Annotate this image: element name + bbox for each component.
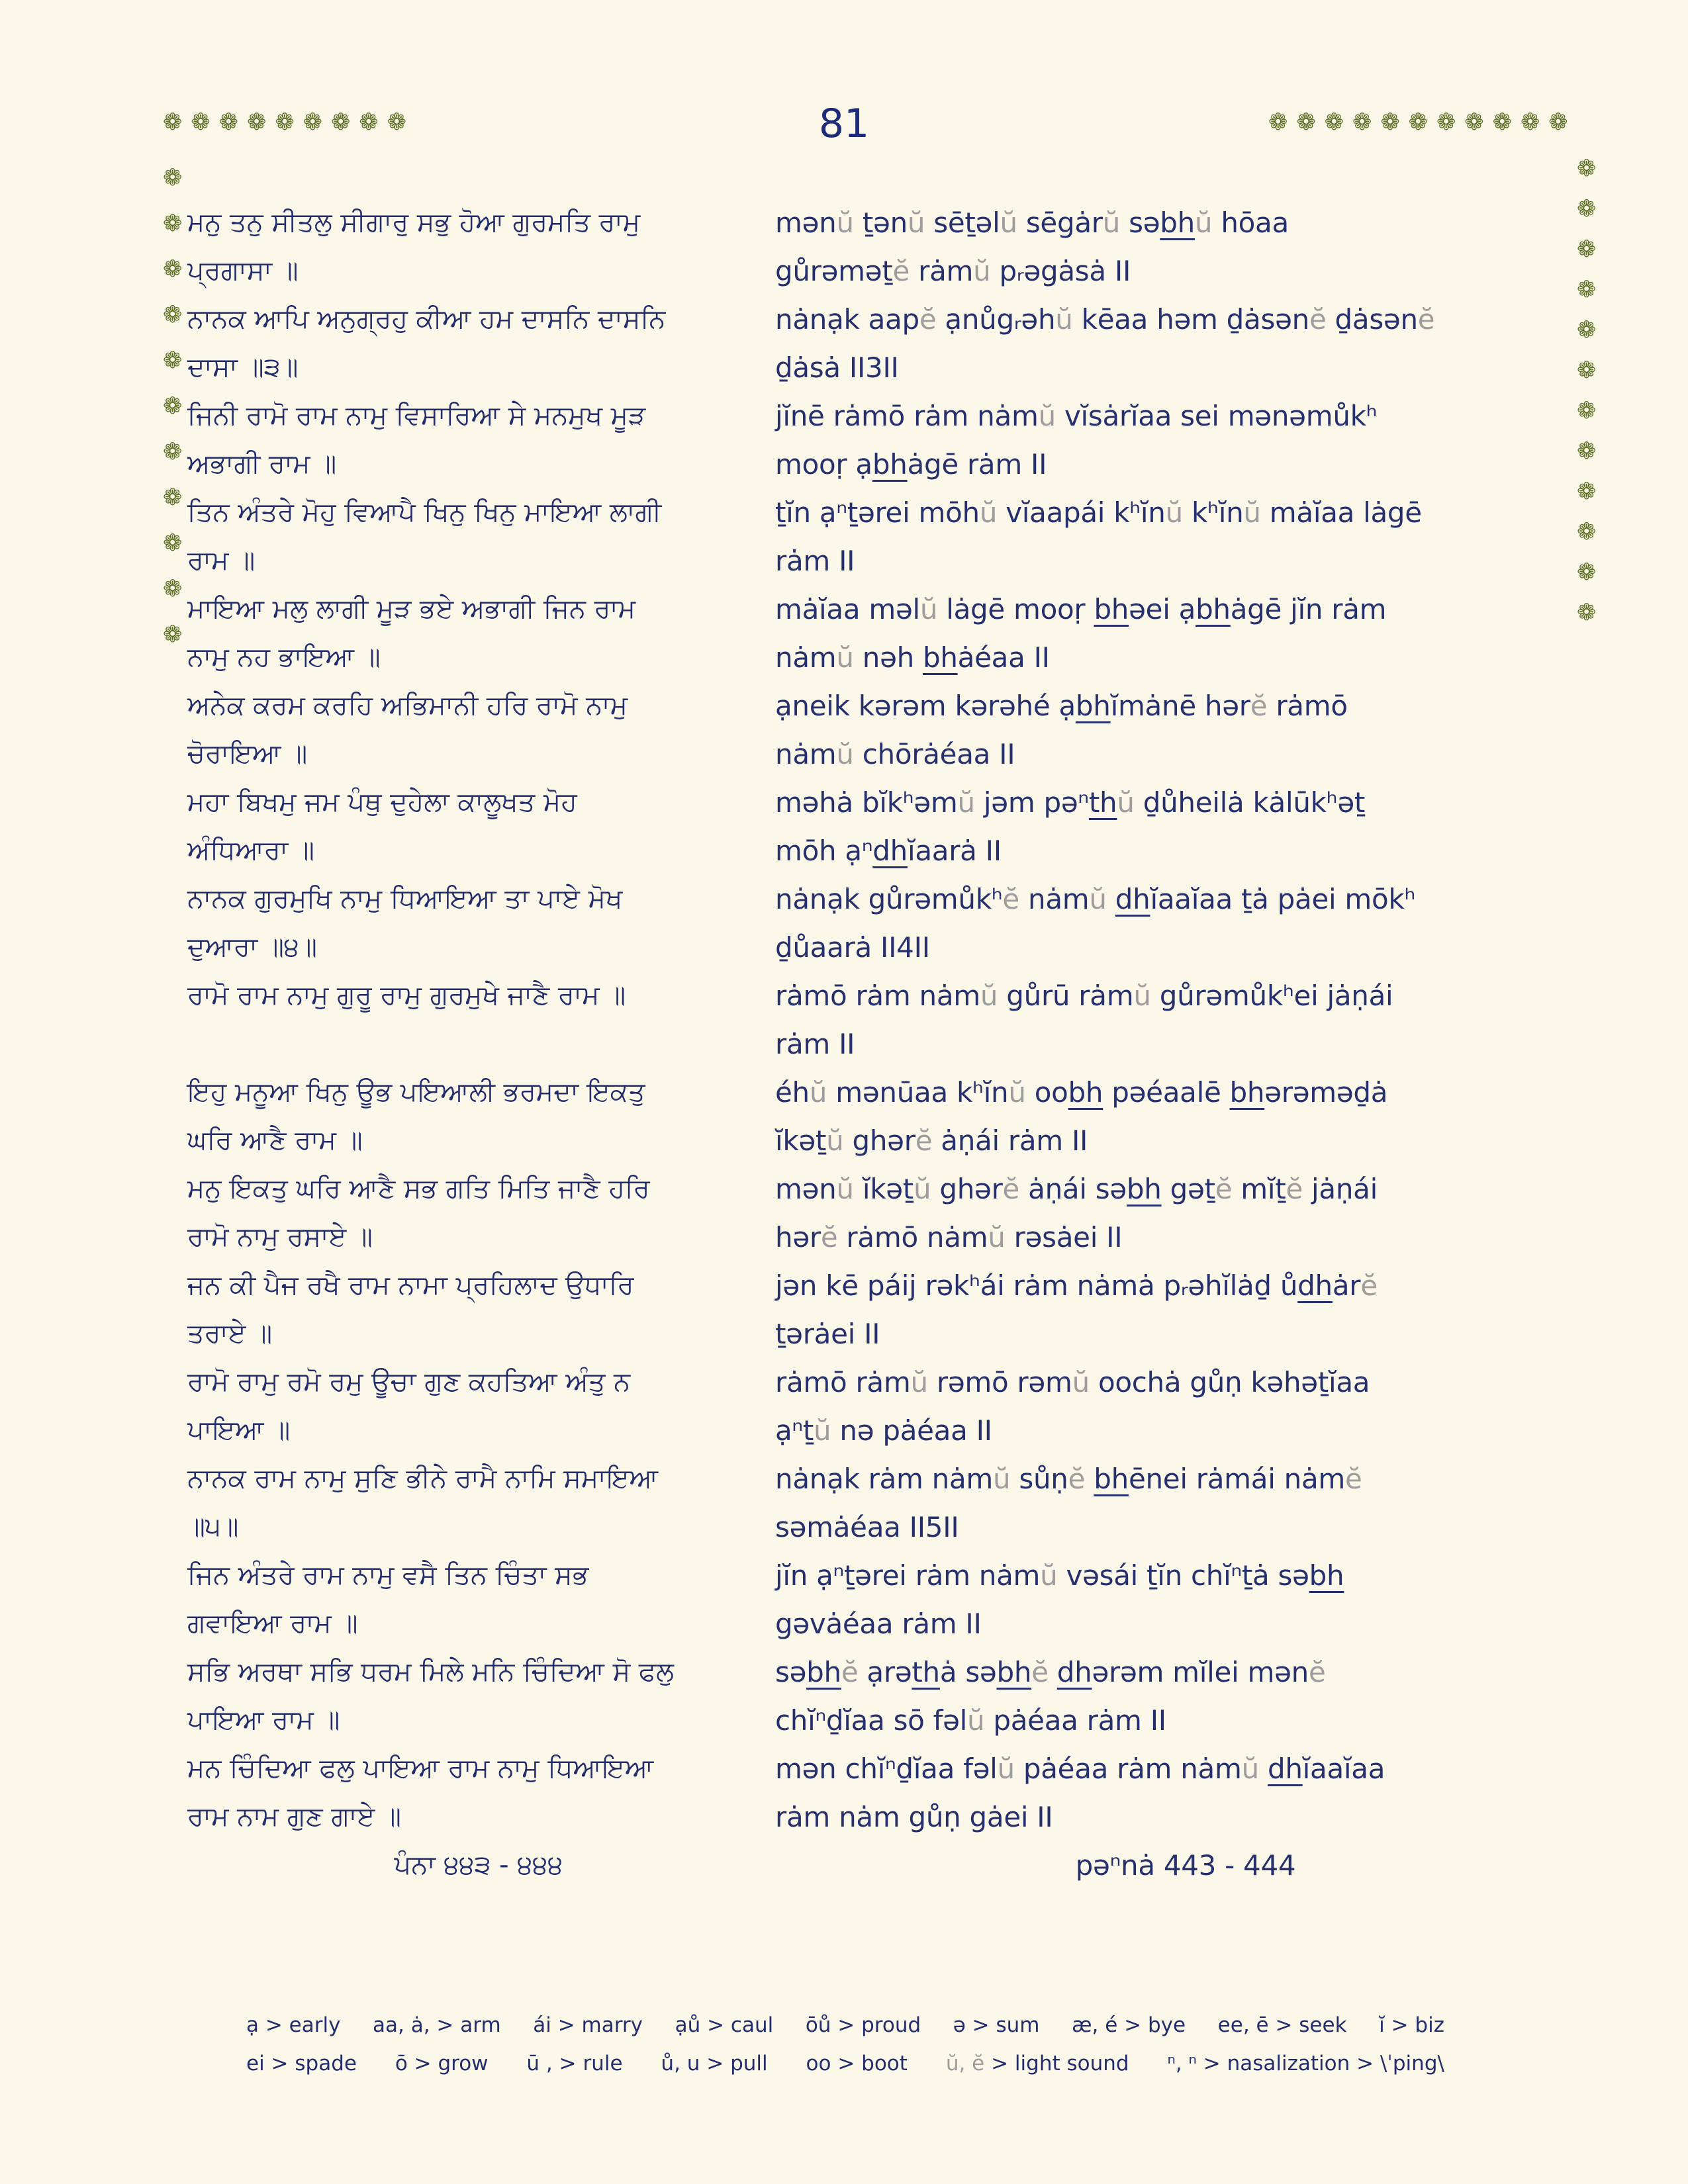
flower-icon: ❁ — [1548, 109, 1568, 136]
legend-item: ů, u > pull — [661, 2052, 768, 2075]
legend-row-1 — [246, 2013, 1444, 2037]
verse-gurmukhi: ਸਭਿ ਅਰਥਾ ਸਭਿ ਧਰਮ ਮਿਲੇ ਮਨਿ ਚਿੰਦਿਆ ਸੋ ਫਲੁ ਪਾਇਆ ਰਾਮ ॥ — [187, 1657, 675, 1735]
verse-gurmukhi: ਜਨ ਕੀ ਪੈਜ ਰਖੈ ਰਾਮ ਨਾਮਾ ਪ੍ਰਹਿਲਾਦ ਉਧਾਰਿ ਤਰਾਏ ॥ — [187, 1270, 634, 1349]
flower-icon: ❁ — [1577, 398, 1597, 424]
verse-gurmukhi: ਜਿਨ ਅੰਤਰੇ ਰਾਮ ਨਾਮੁ ਵਸੈ ਤਿਨ ਚਿੰਤਾ ਸਭ ਗਵਾਇਆ ਰਾਮ ॥ — [187, 1560, 589, 1639]
verse-row — [187, 1648, 1670, 1745]
verse-gurmukhi: ਮਾਇਆ ਮਲੁ ਲਾਗੀ ਮੂੜ ਭਏ ਅਭਾਗੀ ਜਿਨ ਰਾਮ ਨਾਮੁ ਨਹ ਭਾਇਆ ॥ — [187, 594, 636, 672]
verse-row — [187, 488, 1670, 585]
legend-item: oo > boot — [806, 2052, 908, 2075]
flower-icon: ❁ — [1577, 156, 1597, 182]
verse-transliteration: məhȧ bĭkʰəmŭ jəm pəⁿthŭ ḏůheilȧ kȧlūkʰəṯ mōh ạⁿdhĭaarȧ II — [775, 786, 1366, 867]
verse-transliteration: mən chĭⁿḏĭaa fəlŭ pȧéaa rȧm nȧmŭ dhĭaaĭaa rȧm nȧm gůṇ gȧei II — [775, 1752, 1385, 1833]
verse-row — [187, 1551, 1670, 1648]
verse-gurmukhi: ਨਾਨਕ ਆਪਿ ਅਨੁਗ੍ਰਹੁ ਕੀਆ ਹਮ ਦਾਸਨਿ ਦਾਸਨਿ ਦਾਸਾ ॥੩॥ — [187, 304, 666, 383]
flower-icon: ❁ — [1492, 109, 1512, 136]
flower-icon: ❁ — [163, 210, 183, 237]
flower-icon: ❁ — [1577, 357, 1597, 384]
legend-item: ū , > rule — [526, 2052, 623, 2075]
flower-icon: ❁ — [1520, 109, 1540, 136]
flower-icon: ❁ — [163, 256, 183, 283]
verse-row — [187, 972, 1670, 1068]
flower-icon: ❁ — [1577, 196, 1597, 222]
flower-icon: ❁ — [1380, 109, 1400, 136]
verse-row — [187, 295, 1670, 392]
flower-icon: ❁ — [1352, 109, 1372, 136]
flower-icon: ❁ — [163, 165, 183, 191]
scripture-content — [187, 196, 1670, 1889]
verse-gurmukhi: ਨਾਨਕ ਰਾਮ ਨਾਮੁ ਸੁਣਿ ਭੀਨੇ ਰਾਮੈ ਨਾਮਿ ਸਮਾਇਆ ॥੫॥ — [187, 1463, 659, 1542]
verse-list — [187, 196, 1670, 1841]
flower-icon: ❁ — [163, 576, 183, 602]
verse-gurmukhi: ਮਨੁ ਇਕਤੁ ਘਰਿ ਆਣੈ ਸਭ ਗਤਿ ਮਿਤਿ ਜਾਣੈ ਹਰਿ ਰਾਮੋ ਨਾਮੁ ਰਸਾਏ ॥ — [187, 1173, 650, 1252]
page-ref-gurmukhi: ਪੰਨਾ ੪੪੩ - ੪੪੪ — [394, 1850, 563, 1880]
verse-gurmukhi: ਰਾਮੋ ਰਾਮੁ ਰਮੋ ਰਮੁ ਊਚਾ ਗੁਣ ਕਹਤਿਆ ਅੰਤੁ ਨ ਪਾਇਆ ॥ — [187, 1367, 631, 1445]
legend-item: ĭ > biz — [1379, 2013, 1444, 2037]
verse-transliteration: nȧnạk aapĕ ạnůgᵣəhŭ kēaa həm ḏȧsənĕ ḏȧsənĕ ḏȧsȧ II3II — [775, 303, 1435, 384]
flower-icon: ❁ — [163, 484, 183, 511]
legend-item: ei > spade — [246, 2052, 357, 2075]
flower-icon: ❁ — [1464, 109, 1484, 136]
verse-row — [187, 778, 1670, 875]
legend-item: ee, ē > seek — [1217, 2013, 1347, 2037]
verse-transliteration: ṯĭn ạⁿṯərei mōhŭ vĭaapái kʰĭnŭ kʰĭnŭ mȧĭaa lȧgē rȧm II — [775, 496, 1422, 577]
verse-gurmukhi: ਮਹਾ ਬਿਖਮੁ ਜਮ ਪੰਥੁ ਦੁਹੇਲਾ ਕਾਲੂਖਤ ਮੋਹ ਅੰਧਿਆਰਾ ॥ — [187, 787, 577, 866]
flower-icon: ❁ — [387, 109, 406, 136]
verse-row — [187, 196, 1670, 295]
verse-transliteration: jĭnē rȧmō rȧm nȧmŭ vĭsȧrĭaa sei mənəmůkʰ mooṛ ạbhȧgē rȧm II — [775, 400, 1378, 480]
page-number: 81 — [818, 101, 870, 147]
verse-gurmukhi: ਮਨੁ ਤਨੁ ਸੀਤਲੁ ਸੀਗਾਰੁ ਸਭੁ ਹੋਆ ਗੁਰਮਤਿ ਰਾਮੁ ਪ੍ਰਗਾਸਾ ॥ — [187, 207, 641, 286]
verse-transliteration: éhŭ mənūaa kʰĭnŭ oobh pəéaalē bhərəməḏȧ ĭkəṯŭ ghərĕ ȧṇái rȧm II — [775, 1076, 1388, 1157]
flower-icon: ❁ — [1577, 236, 1597, 263]
flower-icon: ❁ — [163, 439, 183, 465]
pronunciation-legend — [246, 2013, 1444, 2090]
flower-icon: ❁ — [1577, 277, 1597, 303]
verse-gurmukhi: ਤਿਨ ਅੰਤਰੇ ਮੋਹੁ ਵਿਆਪੈ ਖਿਨੁ ਖਿਨੁ ਮਾਇਆ ਲਾਗੀ ਰਾਮ ॥ — [187, 497, 662, 576]
flower-icon: ❁ — [163, 530, 183, 557]
flower-icon: ❁ — [246, 109, 267, 136]
verse-row — [187, 1165, 1670, 1261]
ornament-column-left — [163, 167, 182, 647]
flower-icon: ❁ — [163, 109, 183, 136]
flower-icon: ❁ — [303, 109, 322, 136]
verse-transliteration: mənŭ ṯənŭ sēṯəlŭ sēgȧrŭ səbhŭ hōaa gůrəməṯĕ rȧmŭ pᵣəgȧsȧ II — [775, 206, 1289, 287]
verse-gurmukhi: ਅਨੇਕ ਕਰਮ ਕਰਹਿ ਅਭਿਮਾਨੀ ਹਰਿ ਰਾਮੋ ਨਾਮੁ ਚੋਰਾਇਆ ॥ — [187, 690, 628, 769]
legend-item: aa, ȧ, > arm — [373, 2013, 501, 2037]
legend-item: ạ > early — [246, 2013, 341, 2037]
flower-icon: ❁ — [163, 621, 183, 648]
flower-icon: ❁ — [191, 109, 211, 136]
legend-item: ōů > proud — [805, 2013, 921, 2037]
verse-gurmukhi: ਰਾਮੋ ਰਾਮ ਨਾਮੁ ਗੁਰੂ ਰਾਮੁ ਗੁਰਮੁਖੇ ਜਾਣੈ ਰਾਮ ॥ — [187, 980, 626, 1011]
legend-row-2 — [246, 2052, 1444, 2075]
verse-row — [187, 585, 1670, 682]
flower-icon: ❁ — [1436, 109, 1456, 136]
flower-icon: ❁ — [275, 109, 295, 136]
verse-transliteration: jən kē páij rəkʰái rȧm nȧmȧ pᵣəhĭlȧḏ ůdhȧrĕ ṯərȧei II — [775, 1269, 1378, 1350]
verse-transliteration: rȧmō rȧm nȧmŭ gůrū rȧmŭ gůrəmůkʰei jȧṇái rȧm II — [775, 979, 1393, 1060]
flower-icon: ❁ — [1577, 519, 1597, 545]
flower-icon: ❁ — [163, 302, 183, 328]
legend-item: ŭ, ĕ > light sound — [945, 2052, 1129, 2075]
verse-gurmukhi: ਜਿਨੀ ਰਾਮੋ ਰਾਮ ਨਾਮੁ ਵਿਸਾਰਿਆ ਸੇ ਮਨਮੁਖ ਮੂੜ ਅਭਾਗੀ ਰਾਮ ॥ — [187, 400, 646, 479]
flower-icon: ❁ — [1324, 109, 1344, 136]
verse-gurmukhi: ਨਾਨਕ ਗੁਰਮੁਖਿ ਨਾਮੁ ਧਿਆਇਆ ਤਾ ਪਾਏ ਮੋਖ ਦੁਆਰਾ ॥੪॥ — [187, 884, 623, 962]
flower-icon: ❁ — [1268, 109, 1288, 136]
flower-icon: ❁ — [1408, 109, 1428, 136]
flower-icon: ❁ — [1577, 317, 1597, 343]
verse-row — [187, 1358, 1670, 1455]
flower-icon: ❁ — [1577, 559, 1597, 586]
legend-item: ō > grow — [395, 2052, 489, 2075]
verse-row — [187, 875, 1670, 972]
flower-icon: ❁ — [218, 109, 238, 136]
verse-row — [187, 1068, 1670, 1165]
verse-transliteration: nȧnạk rȧm nȧmŭ sůṇĕ bhēnei rȧmái nȧmĕ səmȧéaa II5II — [775, 1463, 1362, 1543]
flower-icon: ❁ — [1577, 600, 1597, 626]
verse-row — [187, 1455, 1670, 1551]
verse-row — [187, 392, 1670, 488]
verse-transliteration: rȧmō rȧmŭ rəmō rəmŭ oochȧ gůṇ kəhəṯĭaa ạⁿṯŭ nə pȧéaa II — [775, 1366, 1370, 1447]
flower-icon: ❁ — [330, 109, 351, 136]
legend-item: ái > marry — [533, 2013, 643, 2037]
verse-gurmukhi: ਇਹੁ ਮਨੂਆ ਖਿਨੁ ਊਭ ਪਇਆਲੀ ਭਰਮਦਾ ਇਕਤੁ ਘਰਿ ਆਣੈ ਰਾਮ ॥ — [187, 1077, 645, 1156]
flower-icon: ❁ — [359, 109, 379, 136]
verse-transliteration: nȧnạk gůrəmůkʰĕ nȧmŭ dhĭaaĭaa ṯȧ pȧei mōkʰ ḏůaarȧ II4II — [775, 883, 1416, 964]
flower-icon: ❁ — [1577, 478, 1597, 505]
verse-transliteration: jĭn ạⁿṯərei rȧm nȧmŭ vəsái ṯĭn chĭⁿṯȧ səbh gəvȧéaa rȧm II — [775, 1559, 1344, 1640]
verse-transliteration: səbhĕ ạrəthȧ səbhĕ dhərəm mĭlei mənĕ chĭⁿḏĭaa sō fəlŭ pȧéaa rȧm II — [775, 1656, 1326, 1737]
legend-item: ⁿ, ⁿ > nasalization > \ˈping\ — [1167, 2052, 1444, 2075]
legend-item: ạů > caul — [675, 2013, 774, 2037]
verse-transliteration: mənŭ ĭkəṯŭ ghərĕ ȧṇái səbh gəṯĕ mĭṯĕ jȧṇái hərĕ rȧmō nȧmŭ rəsȧei II — [775, 1173, 1378, 1253]
flower-icon: ❁ — [1577, 438, 1597, 465]
verse-transliteration: ạneik kərəm kərəhé ạbhĭmȧnē hərĕ rȧmō nȧmŭ chōrȧéaa II — [775, 690, 1348, 770]
flower-icon: ❁ — [1296, 109, 1316, 136]
page-reference-row — [187, 1841, 1670, 1889]
verse-row — [187, 682, 1670, 778]
ornament-row-top-right — [1268, 111, 1568, 134]
page-ref-transliteration: pəⁿnȧ 443 - 444 — [1075, 1849, 1296, 1882]
legend-item: ə > sum — [953, 2013, 1040, 2037]
flower-icon: ❁ — [163, 393, 183, 420]
legend-item: æ, é > bye — [1072, 2013, 1186, 2037]
verse-row — [187, 1745, 1670, 1841]
verse-transliteration: mȧĭaa məlŭ lȧgē mooṛ bhəei ạbhȧgē jĭn rȧm nȧmŭ nəh bhȧéaa II — [775, 593, 1387, 674]
verse-gurmukhi: ਮਨ ਚਿੰਦਿਆ ਫਲੁ ਪਾਇਆ ਰਾਮ ਨਾਮੁ ਧਿਆਇਆ ਰਾਮ ਨਾਮ ਗੁਣ ਗਾਏ ॥ — [187, 1753, 654, 1832]
verse-row — [187, 1261, 1670, 1358]
flower-icon: ❁ — [163, 347, 183, 374]
